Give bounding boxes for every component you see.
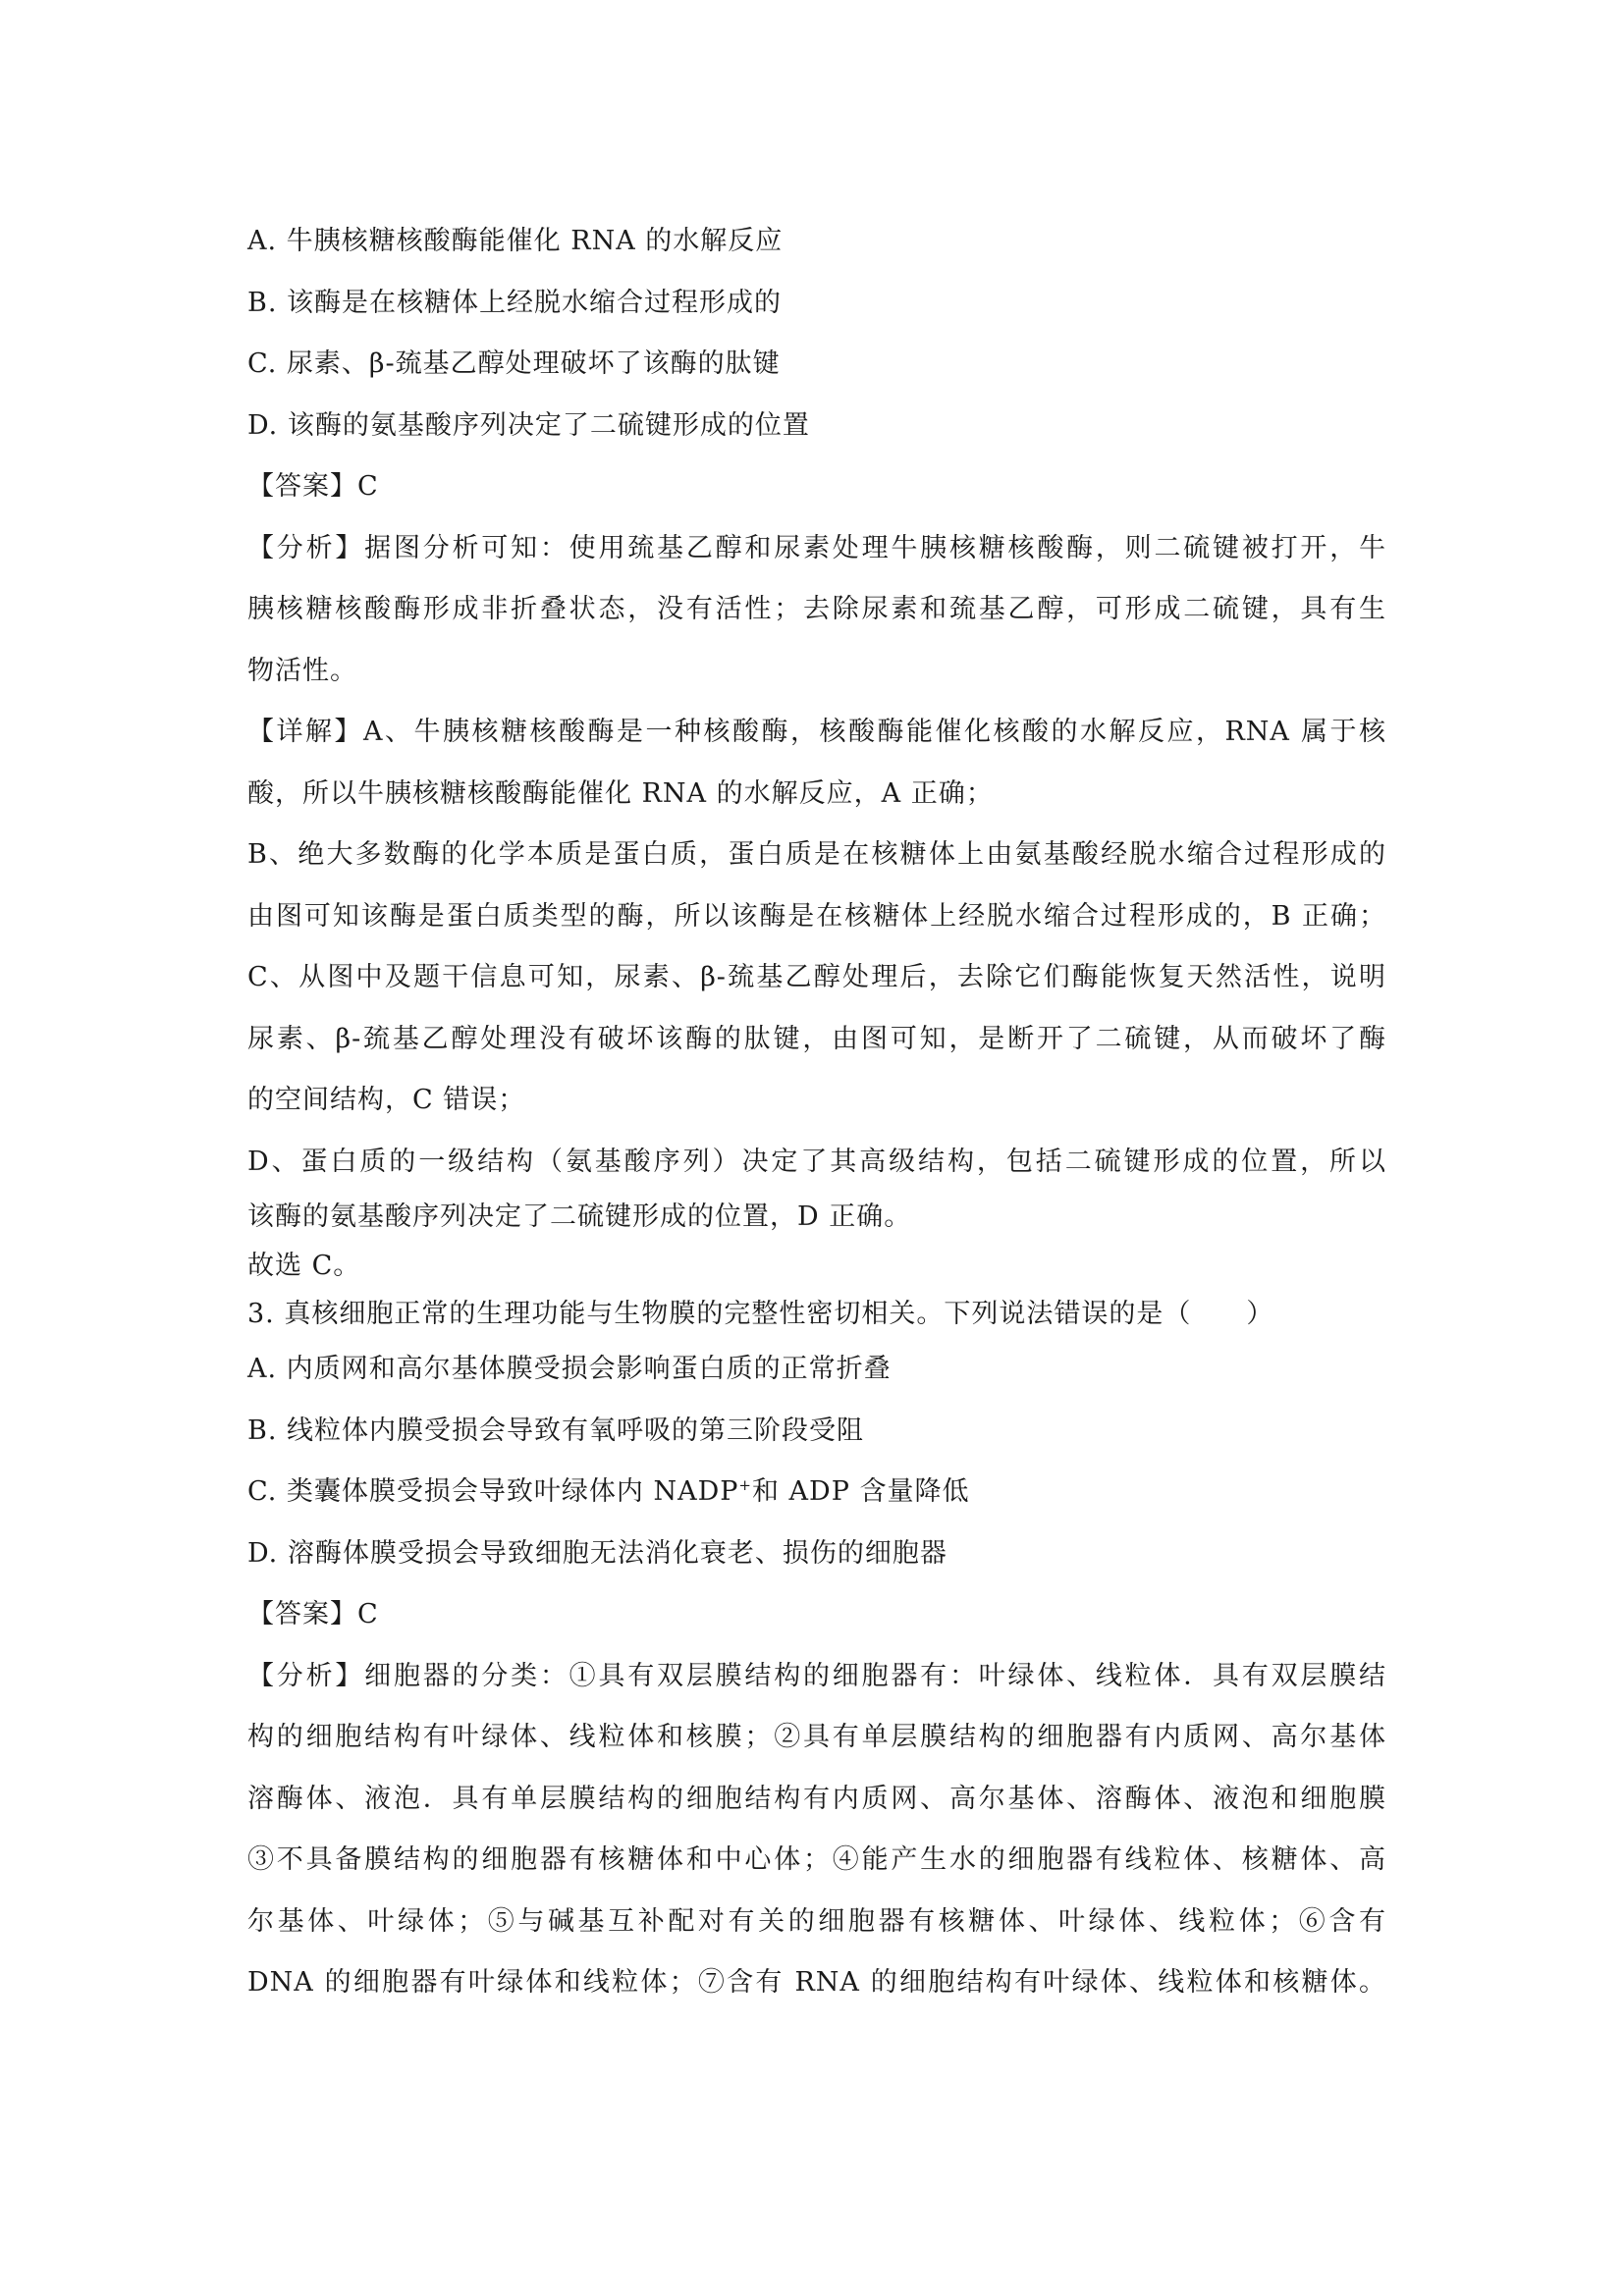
q2-analysis-line: 胰核糖核酸酶形成非折叠状态，没有活性；去除尿素和巯基乙醇，可形成二硫键，具有生 bbox=[247, 594, 1386, 624]
q2-detail-line: 由图可知该酶是蛋白质类型的酶，所以该酶是在核糖体上经脱水缩合过程形成的，B 正确； bbox=[247, 900, 1386, 932]
q3-option-b: B. 线粒体内膜受损会导致有氧呼吸的第三阶段受阻 bbox=[247, 1415, 865, 1446]
q2-detail-line: D、蛋白质的一级结构（氨基酸序列）决定了其高级结构，包括二硫键形成的位置，所以 bbox=[247, 1146, 1386, 1177]
q2-answer: 【答案】C bbox=[247, 471, 379, 502]
q3-option-c-text-end: 和 ADP 含量降低 bbox=[751, 1476, 970, 1507]
q3-option-d: D. 溶酶体膜受损会导致细胞无法消化衰老、损伤的细胞器 bbox=[247, 1537, 947, 1569]
q3-analysis-line: ③不具备膜结构的细胞器有核糖体和中心体；④能产生水的细胞器有线粒体、核糖体、高 bbox=[247, 1844, 1386, 1875]
q2-detail-line: 该酶的氨基酸序列决定了二硫键形成的位置，D 正确。 bbox=[247, 1201, 912, 1232]
q3-analysis-line: 尔基体、叶绿体；⑤与碱基互补配对有关的细胞器有核糖体、叶绿体、线粒体；⑥含有 bbox=[247, 1905, 1386, 1937]
page-content bbox=[247, 211, 1386, 2014]
superscript-plus: + bbox=[738, 1476, 752, 1494]
q3-analysis-line: 【分析】细胞器的分类：①具有双层膜结构的细胞器有：叶绿体、线粒体．具有双层膜结 bbox=[247, 1660, 1386, 1691]
q2-detail-line: B、绝大多数酶的化学本质是蛋白质，蛋白质是在核糖体上由氨基酸经脱水缩合过程形成的 bbox=[247, 839, 1386, 870]
q3-option-a: A. 内质网和高尔基体膜受损会影响蛋白质的正常折叠 bbox=[247, 1354, 892, 1384]
q3-analysis-line: DNA 的细胞器有叶绿体和线粒体；⑦含有 RNA 的细胞结构有叶绿体、线粒体和核糖体。 bbox=[247, 1967, 1386, 1998]
q2-option-a: A. 牛胰核糖核酸酶能催化 RNA 的水解反应 bbox=[247, 226, 784, 256]
q2-option-b: B. 该酶是在核糖体上经脱水缩合过程形成的 bbox=[247, 287, 783, 318]
q3-answer: 【答案】C bbox=[247, 1599, 379, 1629]
q2-detail-line: 尿素、β-巯基乙醇处理没有破坏该酶的肽键，由图可知，是断开了二硫键，从而破坏了酶 bbox=[247, 1023, 1386, 1054]
q2-option-d: D. 该酶的氨基酸序列决定了二硫键形成的位置 bbox=[247, 409, 810, 441]
q3-stem: 3. 真核细胞正常的生理功能与生物膜的完整性密切相关。下列说法错误的是（ ） bbox=[247, 1299, 1274, 1329]
q3-analysis-line: 构的细胞结构有叶绿体、线粒体和核膜；②具有单层膜结构的细胞器有内质网、高尔基体 bbox=[247, 1722, 1386, 1752]
q2-detail-line: 酸，所以牛胰核糖核酸酶能催化 RNA 的水解反应，A 正确； bbox=[247, 777, 994, 809]
q2-analysis-line: 【分析】据图分析可知：使用巯基乙醇和尿素处理牛胰核糖核酸酶，则二硫键被打开，牛 bbox=[247, 532, 1386, 563]
q2-detail-line: 【详解】A、牛胰核糖核酸酶是一种核酸酶，核酸酶能催化核酸的水解反应，RNA 属于核 bbox=[247, 717, 1386, 747]
q3-option-c-text: C. 类囊体膜受损会导致叶绿体内 NADP bbox=[247, 1476, 739, 1507]
q3-option-c bbox=[247, 1462, 1386, 1523]
q2-analysis-line: 物活性。 bbox=[247, 655, 357, 686]
q2-conclusion: 故选 C。 bbox=[247, 1251, 361, 1281]
q2-option-c: C. 尿素、β-巯基乙醇处理破坏了该酶的肽键 bbox=[247, 348, 781, 379]
q3-analysis-line: 溶酶体、液泡．具有单层膜结构的细胞结构有内质网、高尔基体、溶酶体、液泡和细胞膜 bbox=[247, 1783, 1386, 1814]
q2-detail-line: C、从图中及题干信息可知，尿素、β-巯基乙醇处理后，去除它们酶能恢复天然活性，说明 bbox=[247, 962, 1386, 992]
q2-detail-line: 的空间结构，C 错误； bbox=[247, 1085, 526, 1115]
